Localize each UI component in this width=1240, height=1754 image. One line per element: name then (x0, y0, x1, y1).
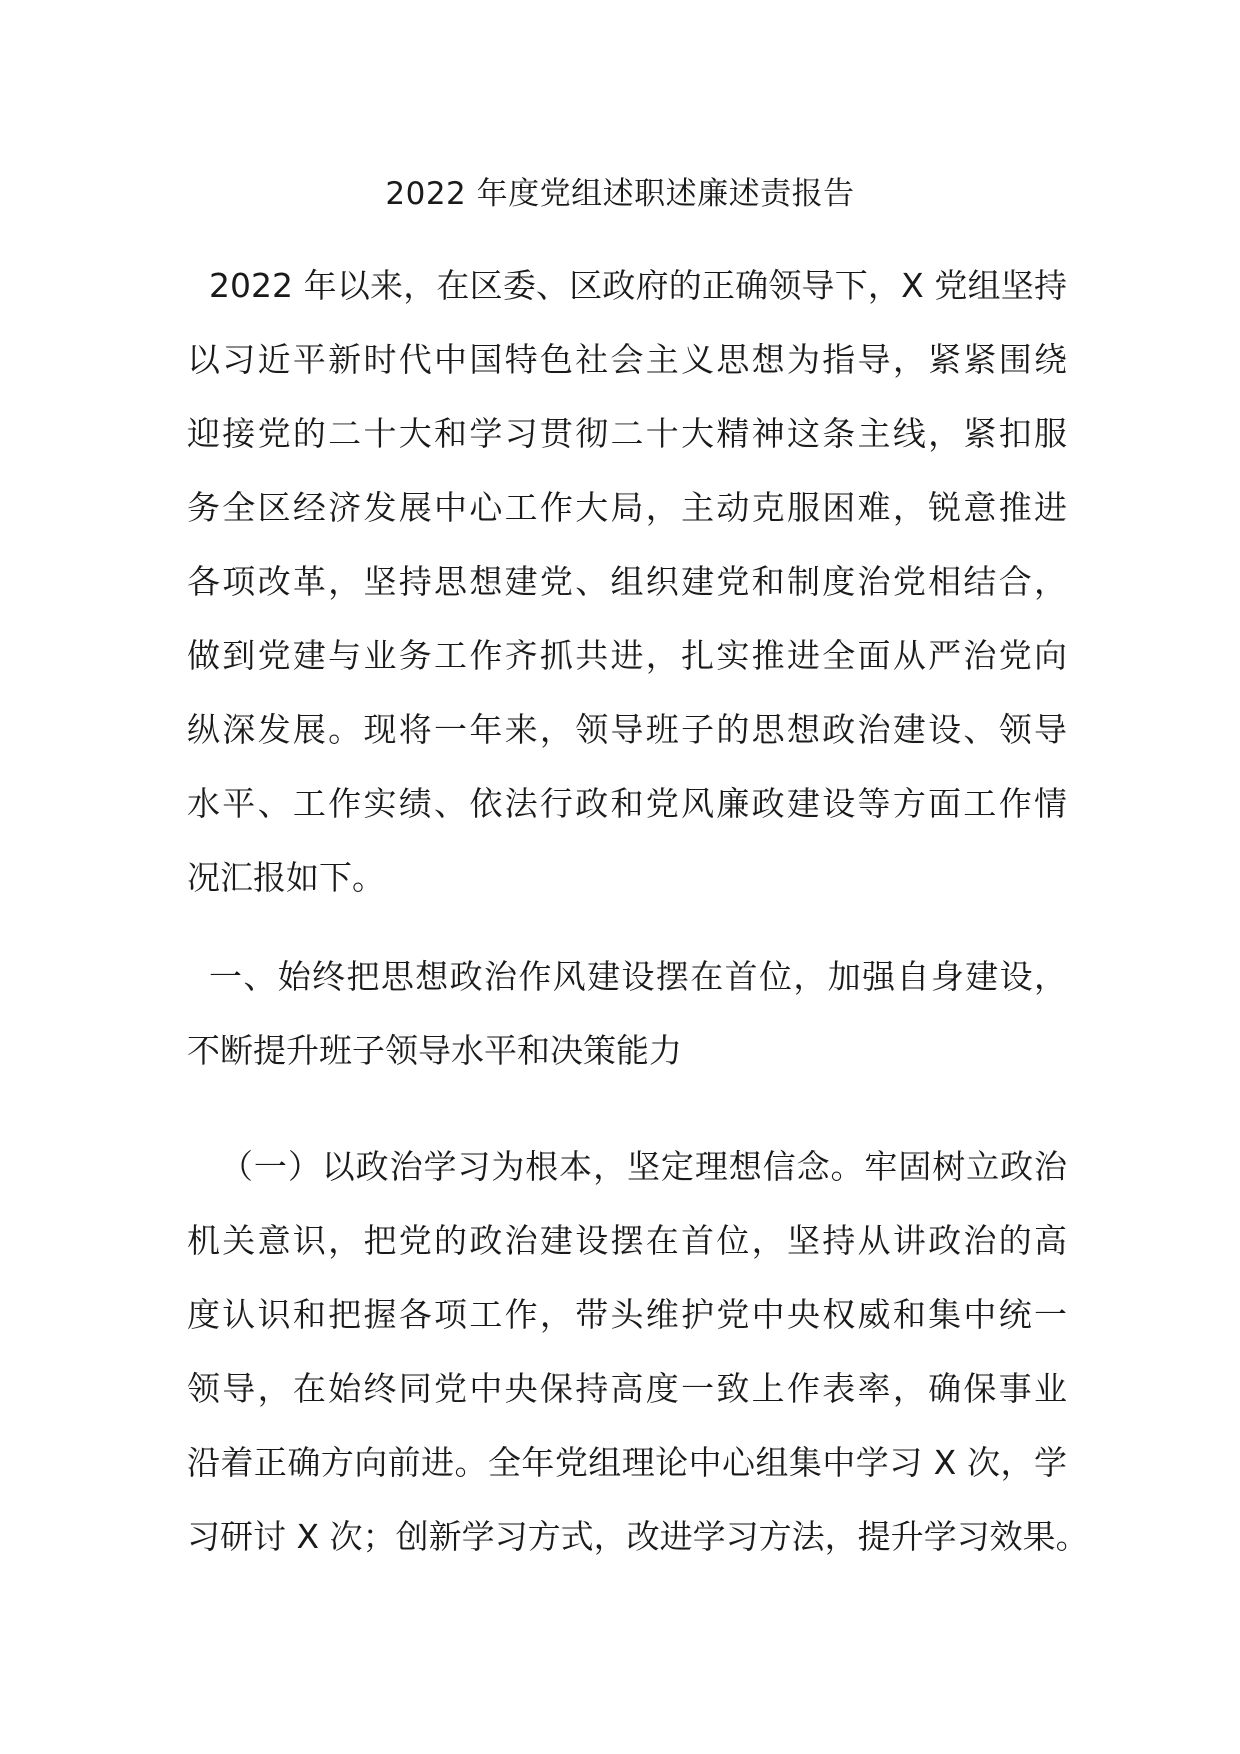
paragraph-line: 2022 年以来，在区委、区政府的正确领导下，X 党组坚持 (209, 266, 1067, 305)
paragraph-line: 做到党建与业务工作齐抓共进，扎实推进全面从严治党向 (187, 636, 1067, 675)
heading-line: 一、始终把思想政治作风建设摆在首位，加强自身建设， (209, 957, 1067, 996)
paragraph-line: 以习近平新时代中国特色社会主义思想为指导，紧紧围绕 (187, 340, 1067, 379)
paragraph-line: 水平、工作实绩、依法行政和党风廉政建设等方面工作情 (187, 784, 1067, 823)
section-heading-1 (187, 940, 1067, 1088)
paragraph-line: 务全区经济发展中心工作大局，主动克服困难，锐意推进 (187, 488, 1067, 527)
paragraph-line: 领导，在始终同党中央保持高度一致上作表率，确保事业 (187, 1369, 1067, 1408)
paragraph-line: 各项改革，坚持思想建党、组织建党和制度治党相结合， (187, 562, 1067, 601)
paragraph-line: 习研讨 X 次；创新学习方式，改进学习方法，提升学习效果。 (187, 1517, 1089, 1556)
paragraph-line: 沿着正确方向前进。全年党组理论中心组集中学习 X 次，学 (187, 1443, 1067, 1482)
paragraph-line: 度认识和把握各项工作，带头维护党中央权威和集中统一 (187, 1295, 1067, 1334)
paragraph-line: 况汇报如下。 (187, 858, 385, 897)
paragraph-line: 纵深发展。现将一年来，领导班子的思想政治建设、领导 (187, 710, 1067, 749)
document-title: 2022 年度党组述职述廉述责报告 (385, 176, 855, 212)
paragraph-line: （一）以政治学习为根本，坚定理想信念。牢固树立政治 (220, 1147, 1067, 1186)
paragraph-line: 迎接党的二十大和学习贯彻二十大精神这条主线，紧扣服 (187, 414, 1067, 453)
subsection-paragraph-1 (187, 1130, 1089, 1574)
heading-line: 不断提升班子领导水平和决策能力 (187, 1031, 682, 1070)
paragraph-line: 机关意识，把党的政治建设摆在首位，坚持从讲政治的高 (187, 1221, 1067, 1260)
intro-paragraph (187, 249, 1067, 915)
